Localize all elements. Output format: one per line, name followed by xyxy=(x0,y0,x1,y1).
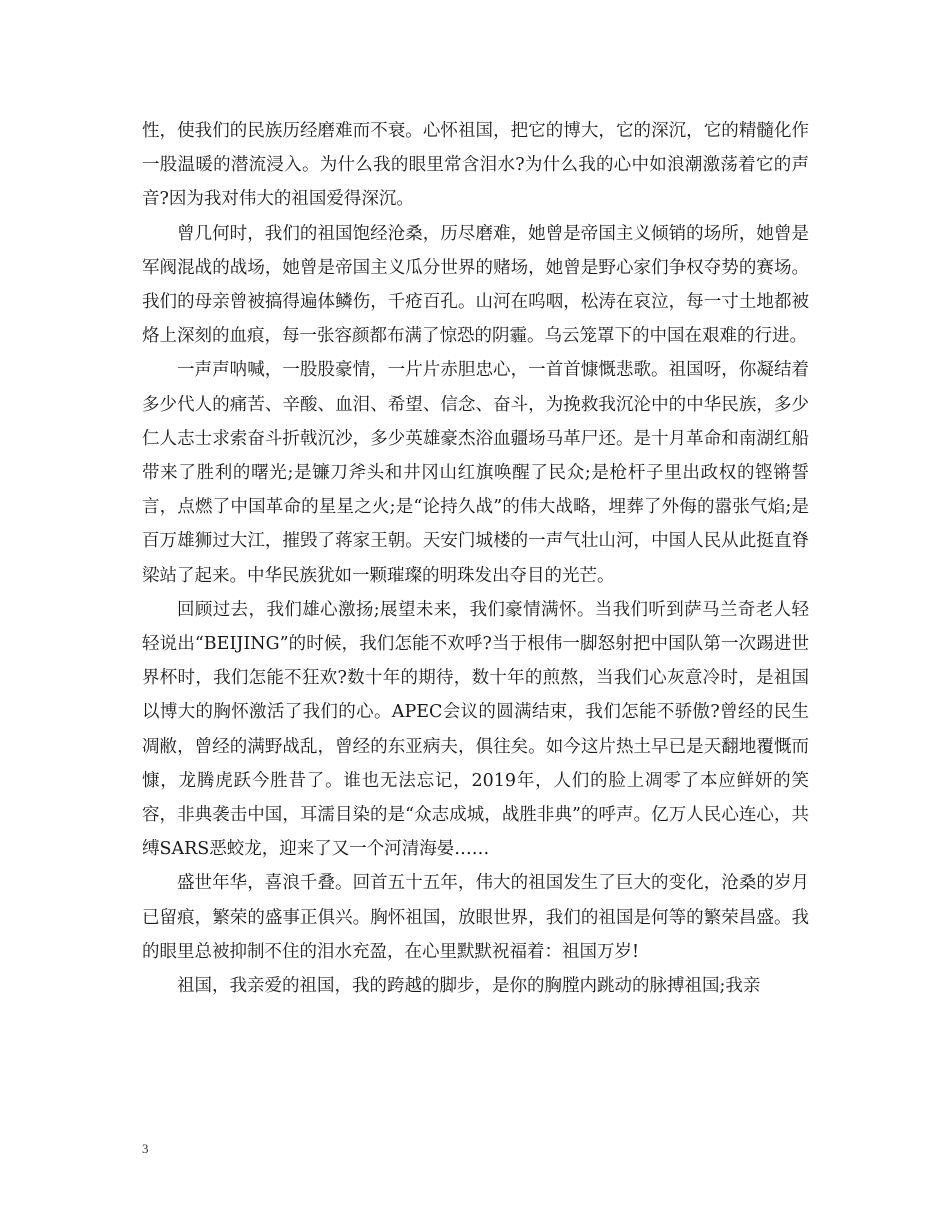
page-number: 3 xyxy=(142,1141,149,1156)
paragraph-5: 盛世年华，喜浪千叠。回首五十五年，伟大的祖国发生了巨大的变化，沧桑的岁月已留痕，繁荣的盛事正俱兴。胸怀祖国，放眼世界，我们的祖国是何等的繁荣昌盛。我的眼里总被抑制不住的泪水充盈，在心里默默祝福着：祖国万岁! xyxy=(142,873,809,962)
body-text xyxy=(142,114,809,1003)
paragraph-3: 一声声呐喊，一股股豪情，一片片赤胆忠心，一首首慷慨悲歌。祖国呀，你凝结着多少代人的痛苦、辛酸、血泪、希望、信念、奋斗，为挽救我沉沦中的中华民族，多少仁人志士求索奋斗折戟沉沙，多少英雄豪杰浴血疆场马革尸还。是十月革命和南湖红船带来了胜利的曙光;是镰刀斧头和井冈山红旗唤醒了民众;是枪杆子里出政权的铿锵誓言，点燃了中国革命的星星之火;是“论持久战”的伟大战略，埋葬了外侮的嚣张气焰;是百万雄狮过大江，摧毁了蒋家王朝。天安门城楼的一声气壮山河，中国人民从此挺直脊梁站了起来。中华民族犹如一颗璀璨的明珠发出夺目的光芒。 xyxy=(142,360,809,586)
paragraph-2: 曾几何时，我们的祖国饱经沧桑，历尽磨难，她曾是帝国主义倾销的场所，她曾是军阀混战的战场，她曾是帝国主义瓜分世界的赌场，她曾是野心家们争权夺势的赛场。我们的母亲曾被搞得遍体鳞伤，千疮百孔。山河在呜咽，松涛在哀泣，每一寸土地都被烙上深刻的血痕，每一张容颜都布满了惊恐的阴霾。乌云笼罩下的中国在艰难的行进。 xyxy=(142,223,809,347)
paragraph-6: 祖国，我亲爱的祖国，我的跨越的脚步，是你的胸膛内跳动的脉搏祖国;我亲 xyxy=(177,976,761,997)
paragraph-1: 性，使我们的民族历经磨难而不衰。心怀祖国，把它的博大，它的深沉，它的精髓化作一股温暖的潜流浸入。为什么我的眼里常含泪水?为什么我的心中如浪潮激荡着它的声音?因为我对伟大的祖国爱得深沉。 xyxy=(142,121,809,210)
paragraph-4: 回顾过去，我们雄心激扬;展望未来，我们豪情满怀。当我们听到萨马兰奇老人轻轻说出“BEIJING”的时候，我们怎能不欢呼?当于根伟一脚怒射把中国队第一次踢进世界杯时，我们怎能不狂欢?数十年的期待，数十年的煎熬，当我们心灰意冷时，是祖国以博大的胸怀激活了我们的心。APEC会议的圆满结束，我们怎能不骄傲?曾经的民生凋敝，曾经的满野战乱，曾经的东亚病夫，俱往矣。如今这片热土早已是天翻地覆慨而慷，龙腾虎跃今胜昔了。谁也无法忘记，2019年，人们的脸上凋零了本应鲜妍的笑容，非典袭击中国，耳濡目染的是“众志成城，战胜非典”的呼声。亿万人民心连心，共缚SARS恶蛟龙，迎来了又一个河清海晏…… xyxy=(142,599,809,860)
